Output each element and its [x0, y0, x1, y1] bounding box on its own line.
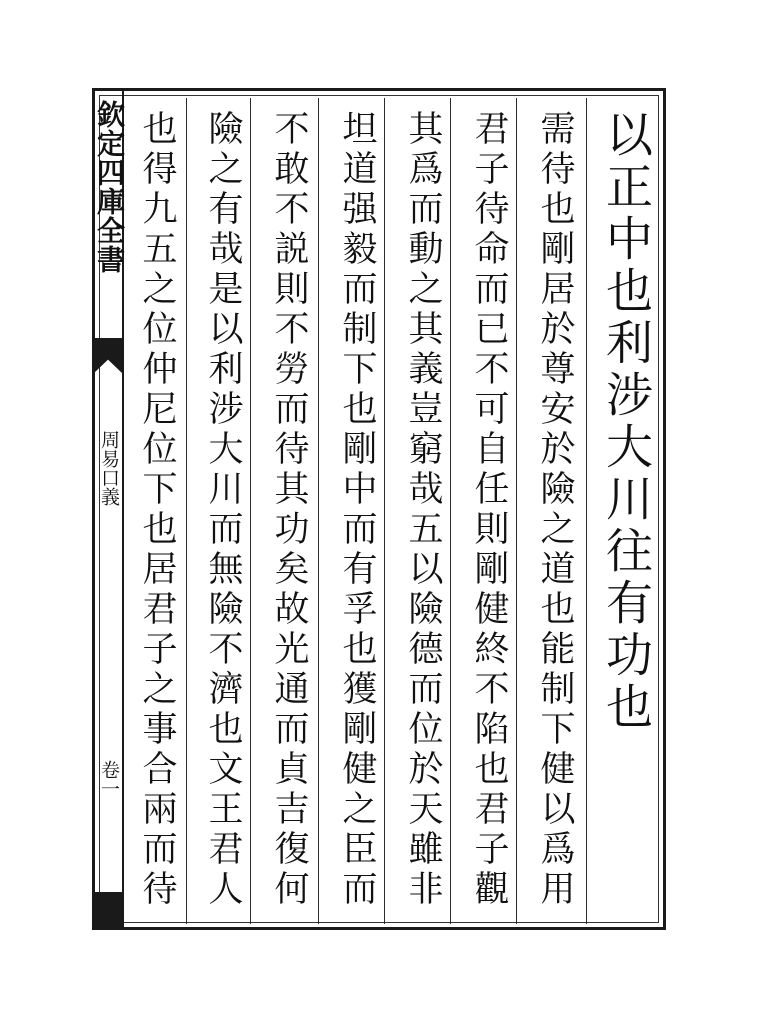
column-rule: [250, 98, 251, 924]
margin-bottom-band: [92, 892, 124, 930]
margin-book-title: 欽定四庫全書: [93, 100, 126, 274]
column-rule: [318, 98, 319, 924]
column-rule: [384, 98, 385, 924]
text-column-5: 坦道强毅而制下也剛中而有孚也獲剛健之臣而: [337, 110, 377, 910]
margin-page-marker: 卷一: [98, 760, 120, 798]
column-rule: [516, 98, 517, 924]
text-column-8: 也得九五之位仲尼位下也居君子之事合兩而待: [137, 110, 177, 910]
text-column-2: 需待也剛居於尊安於險之道也能制下健以爲用: [535, 110, 575, 910]
text-column-1: 以正中也利涉大川往有功也: [598, 110, 653, 734]
column-rule: [586, 98, 587, 924]
margin-section-title: 周易口義: [98, 430, 120, 506]
text-column-3: 君子待命而已不可自任則剛健終不陷也君子觀: [469, 110, 509, 910]
text-column-4: 其爲而動之其義豈窮哉五以險德而位於天雖非: [403, 110, 443, 910]
column-rule: [450, 98, 451, 924]
text-column-6: 不敢不説則不勞而待其功矣故光通而貞吉復何: [269, 110, 309, 910]
column-rule: [186, 98, 187, 924]
text-column-7: 險之有哉是以利涉大川而無險不濟也文王君人: [203, 110, 243, 910]
